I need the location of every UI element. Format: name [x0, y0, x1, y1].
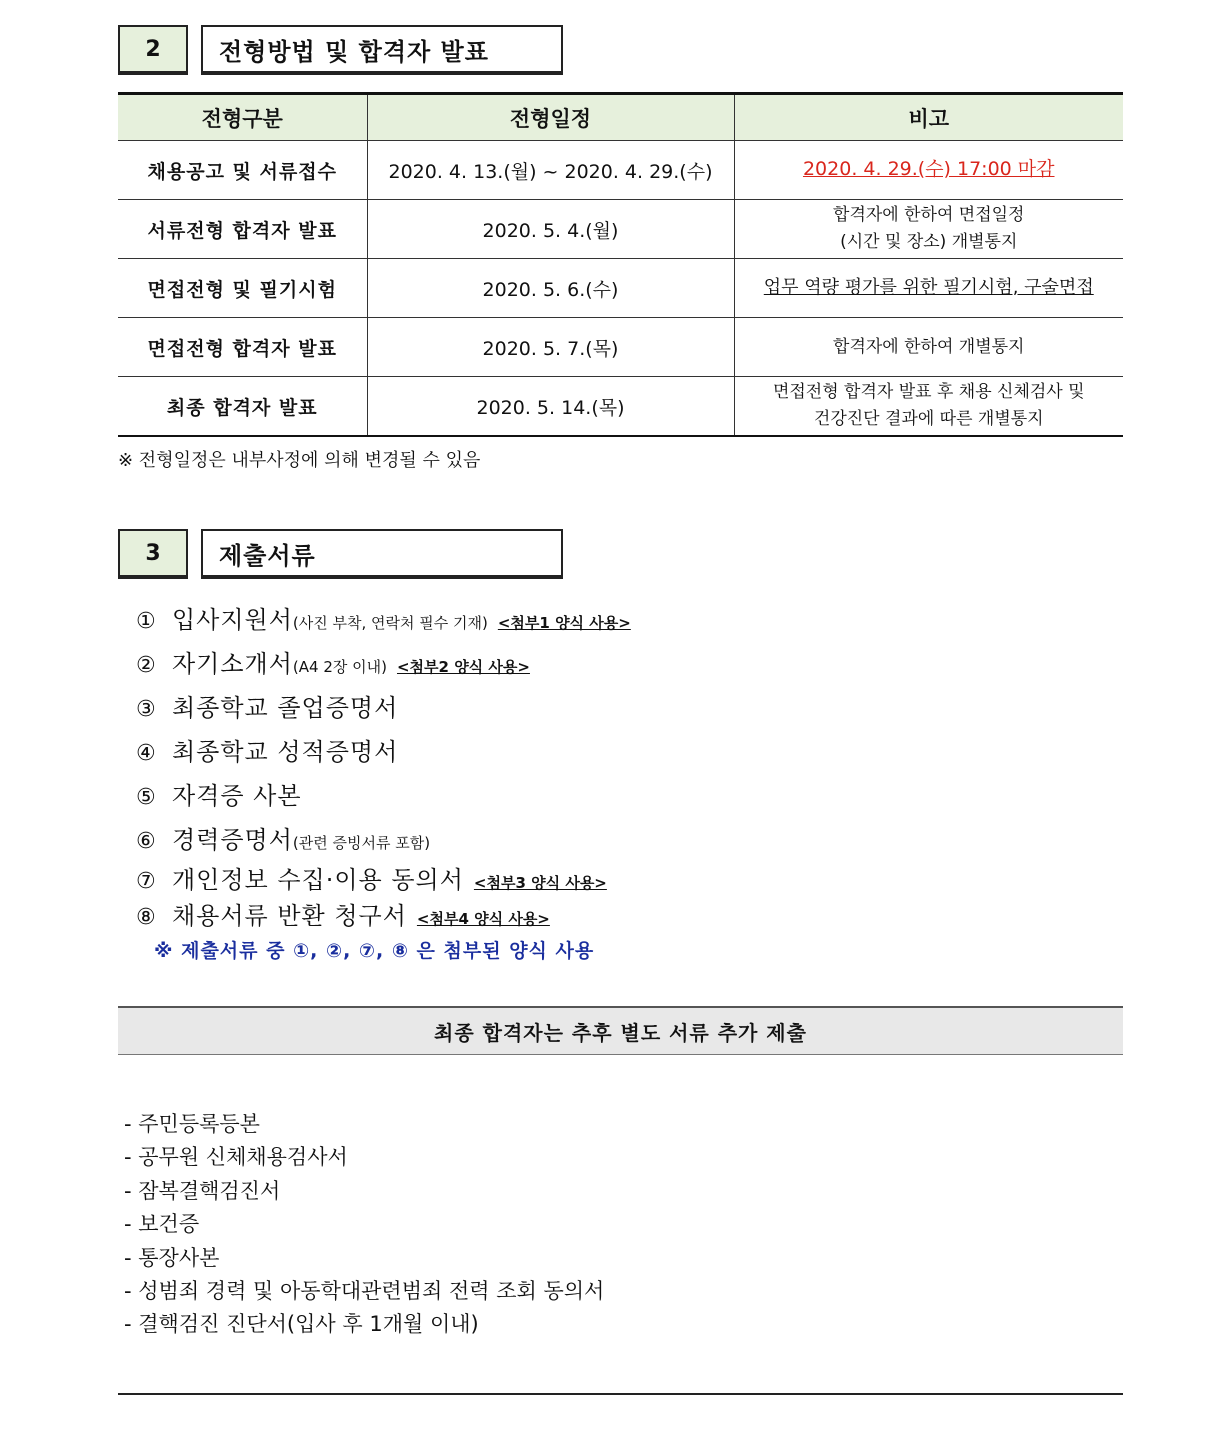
- bottom-divider: [118, 1393, 1123, 1395]
- schedule-cell: 2020. 5. 6.(수): [367, 259, 734, 318]
- note-line: 합격자에 한하여 면접일정: [833, 205, 1025, 225]
- schedule-footnote: ※ 전형일정은 내부사정에 의해 변경될 수 있음: [118, 450, 481, 471]
- list-item: - 주민등록등본: [124, 1112, 260, 1136]
- stage-cell: 면접전형 합격자 발표: [118, 318, 367, 377]
- item-name: 입사지원서: [172, 606, 293, 634]
- item-name: 자기소개서: [172, 650, 293, 678]
- section-title: 제출서류: [201, 529, 563, 579]
- item-number: ⑦: [136, 869, 156, 894]
- column-header: 전형일정: [367, 94, 734, 141]
- item-detail: (관련 증빙서류 포함): [292, 834, 431, 852]
- note-line: 건강진단 결과에 따른 개별통지: [813, 409, 1044, 429]
- stage-cell: 서류전형 합격자 발표: [118, 200, 367, 259]
- table-row: [118, 200, 1123, 259]
- note-cell: [734, 200, 1123, 259]
- note-line: 합격자에 한하여 개별통지: [833, 336, 1025, 357]
- documents-note: ※ 제출서류 중 ①, ②, ⑦, ⑧ 은 첨부된 양식 사용: [154, 940, 595, 962]
- list-item: - 보건증: [124, 1212, 200, 1237]
- item-detail: (A4 2장 이내): [292, 658, 387, 676]
- item-number: ②: [136, 653, 156, 678]
- note-cell: [734, 259, 1123, 318]
- list-item: [136, 820, 430, 855]
- table-row: [118, 377, 1123, 437]
- attachment-label: <첨부4 양식 사용>: [416, 910, 550, 928]
- item-name: 자격증 사본: [172, 782, 302, 810]
- attachment-label: <첨부2 양식 사용>: [396, 658, 530, 676]
- item-name: 최종학교 졸업증명서: [172, 694, 399, 722]
- schedule-cell: 2020. 5. 14.(목): [367, 377, 734, 437]
- final-documents-list: [124, 1108, 604, 1342]
- list-item: - 통장사본: [124, 1245, 220, 1270]
- attachment-label: <첨부3 양식 사용>: [473, 874, 607, 892]
- list-item: - 잠복결핵검진서: [124, 1178, 281, 1203]
- schedule-cell: 2020. 5. 4.(월): [367, 200, 734, 259]
- item-number: ④: [136, 741, 156, 766]
- list-item: [136, 896, 550, 931]
- table-row: [118, 141, 1123, 200]
- schedule-table: [118, 92, 1123, 437]
- item-number: ⑥: [136, 829, 156, 854]
- item-name: 개인정보 수집·이용 동의서: [172, 866, 464, 894]
- section-number: 2: [118, 25, 188, 75]
- table-row: [118, 259, 1123, 318]
- note-cell: [734, 377, 1123, 437]
- section-3-header: [118, 529, 563, 581]
- note-cell: [734, 141, 1123, 200]
- attachment-label: <첨부1 양식 사용>: [497, 614, 631, 632]
- schedule-cell: 2020. 4. 13.(월) ~ 2020. 4. 29.(수): [367, 141, 734, 200]
- list-item: [136, 644, 530, 679]
- item-name: 채용서류 반환 청구서: [172, 902, 407, 930]
- note-line: (시간 및 장소) 개별통지: [840, 232, 1018, 252]
- note-line: 면접전형 합격자 발표 후 채용 신체검사 및: [772, 382, 1085, 402]
- item-number: ①: [136, 609, 156, 634]
- list-item: - 결핵검진 진단서(입사 후 1개월 이내): [124, 1312, 479, 1337]
- item-name: 최종학교 성적증명서: [172, 738, 399, 766]
- stage-cell: 면접전형 및 필기시험: [118, 259, 367, 318]
- final-documents-banner: 최종 합격자는 추후 별도 서류 추가 제출: [118, 1006, 1123, 1055]
- list-item: [136, 732, 398, 767]
- note-cell: [734, 318, 1123, 377]
- deadline-text: 2020. 4. 29.(수) 17:00 마감: [802, 158, 1055, 180]
- list-item: [136, 776, 302, 811]
- table-header-row: [118, 94, 1123, 141]
- stage-cell: 채용공고 및 서류접수: [118, 141, 367, 200]
- list-item: - 성범죄 경력 및 아동학대관련범죄 전력 조회 동의서: [124, 1278, 605, 1303]
- list-item: [136, 860, 607, 895]
- item-number: ③: [136, 697, 156, 722]
- list-item: [136, 688, 398, 723]
- item-name: 경력증명서: [172, 826, 293, 854]
- item-detail: (사진 부착, 연락처 필수 기재): [292, 614, 488, 632]
- section-2-header: [118, 25, 563, 77]
- item-number: ⑧: [136, 905, 156, 930]
- schedule-cell: 2020. 5. 7.(목): [367, 318, 734, 377]
- table-row: [118, 318, 1123, 377]
- list-item: - 공무원 신체채용검사서: [124, 1145, 348, 1170]
- section-number: 3: [118, 529, 188, 579]
- list-item: [136, 600, 631, 635]
- item-number: ⑤: [136, 785, 156, 810]
- note-line: 업무 역량 평가를 위한 필기시험, 구술면접: [763, 277, 1094, 298]
- column-header: 비고: [734, 94, 1123, 141]
- section-title: 전형방법 및 합격자 발표: [201, 25, 563, 75]
- column-header: 전형구분: [118, 94, 367, 141]
- stage-cell: 최종 합격자 발표: [118, 377, 367, 437]
